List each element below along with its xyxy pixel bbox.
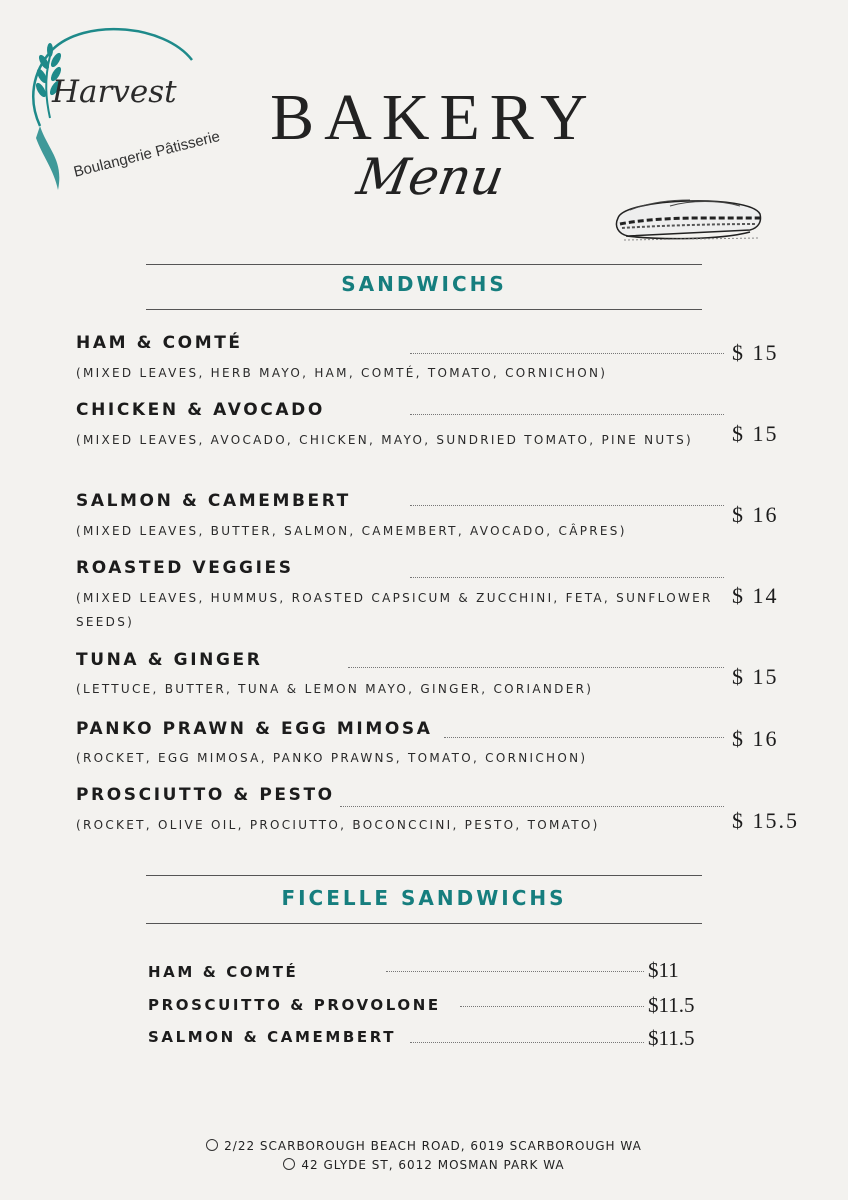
address-line [0, 1158, 848, 1172]
address-text: 42 GLYDE ST, 6012 MOSMAN PARK WA [301, 1158, 565, 1172]
menu-item-name: CHICKEN & AVOCADO [76, 400, 325, 420]
menu-item-name: ROASTED VEGGIES [76, 558, 294, 578]
menu-item-price: $ 15 [732, 340, 779, 365]
ficelle-item-name: PROSCUITTO & PROVOLONE [148, 996, 441, 1014]
logo-name: Harvest [52, 74, 177, 110]
page-title: BAKERY [270, 81, 598, 154]
sandwich-icon [610, 188, 768, 250]
address-line [0, 1139, 848, 1153]
menu-item-description: (MIXED LEAVES, AVOCADO, CHICKEN, MAYO, SUNDRIED TOMATO, PINE NUTS) [76, 433, 693, 447]
section-title-ficelle: FICELLE SANDWICHS [281, 886, 567, 910]
location-marker-icon [206, 1139, 218, 1151]
dotted-leader [410, 353, 724, 354]
dotted-leader [410, 505, 724, 506]
dotted-leader [348, 667, 724, 668]
menu-item-price: $ 16 [732, 502, 779, 527]
menu-item-description: (MIXED LEAVES, HUMMUS, ROASTED CAPSICUM & ZUCCHINI, FETA, SUNFLOWER SEEDS) [76, 591, 713, 629]
ficelle-item-name: HAM & COMTÉ [148, 963, 299, 981]
section-rule-bottom [146, 923, 702, 924]
ficelle-item-price: $11.5 [648, 993, 695, 1017]
ficelle-item-price: $11.5 [648, 1026, 695, 1050]
menu-item-name: TUNA & GINGER [76, 650, 263, 670]
dotted-leader [386, 971, 644, 972]
dotted-leader [340, 806, 724, 807]
menu-item-description: (ROCKET, OLIVE OIL, PROCIUTTO, BOCONCCINI, PESTO, TOMATO) [76, 818, 600, 832]
address-text: 2/22 SCARBOROUGH BEACH ROAD, 6019 SCARBOROUGH WA [224, 1139, 642, 1153]
location-marker-icon [283, 1158, 295, 1170]
ficelle-item-name: SALMON & CAMEMBERT [148, 1028, 397, 1046]
section-title-sandwichs: SANDWICHS [341, 272, 507, 296]
menu-item-name: PROSCIUTTO & PESTO [76, 785, 335, 805]
menu-item-name: SALMON & CAMEMBERT [76, 491, 351, 511]
menu-item-description: (MIXED LEAVES, HERB MAYO, HAM, COMTÉ, TOMATO, CORNICHON) [76, 366, 608, 380]
menu-item-description: (LETTUCE, BUTTER, TUNA & LEMON MAYO, GINGER, CORIANDER) [76, 682, 594, 696]
dotted-leader [460, 1006, 644, 1007]
menu-item-price: $ 15 [732, 664, 779, 689]
menu-item-description: (ROCKET, EGG MIMOSA, PANKO PRAWNS, TOMATO, CORNICHON) [76, 751, 588, 765]
menu-item-price: $ 14 [732, 583, 779, 608]
dotted-leader [410, 577, 724, 578]
menu-item-name: HAM & COMTÉ [76, 333, 243, 353]
dotted-leader [410, 1042, 644, 1043]
menu-item-price: $ 16 [732, 726, 779, 751]
section-rule-top [146, 264, 702, 265]
section-rule-top [146, 875, 702, 876]
ficelle-item-price: $11 [648, 958, 679, 982]
section-rule-bottom [146, 309, 702, 310]
page-subtitle: Menu [352, 148, 509, 206]
menu-item-description: (MIXED LEAVES, BUTTER, SALMON, CAMEMBERT, AVOCADO, CÂPRES) [76, 524, 627, 538]
menu-item-name: PANKO PRAWN & EGG MIMOSA [76, 719, 433, 739]
dotted-leader [444, 737, 724, 738]
dotted-leader [410, 414, 724, 415]
menu-item-price: $ 15.5 [732, 808, 799, 833]
logo-subtitle: Boulangerie Pâtisserie [71, 127, 222, 181]
menu-item-price: $ 15 [732, 421, 779, 446]
